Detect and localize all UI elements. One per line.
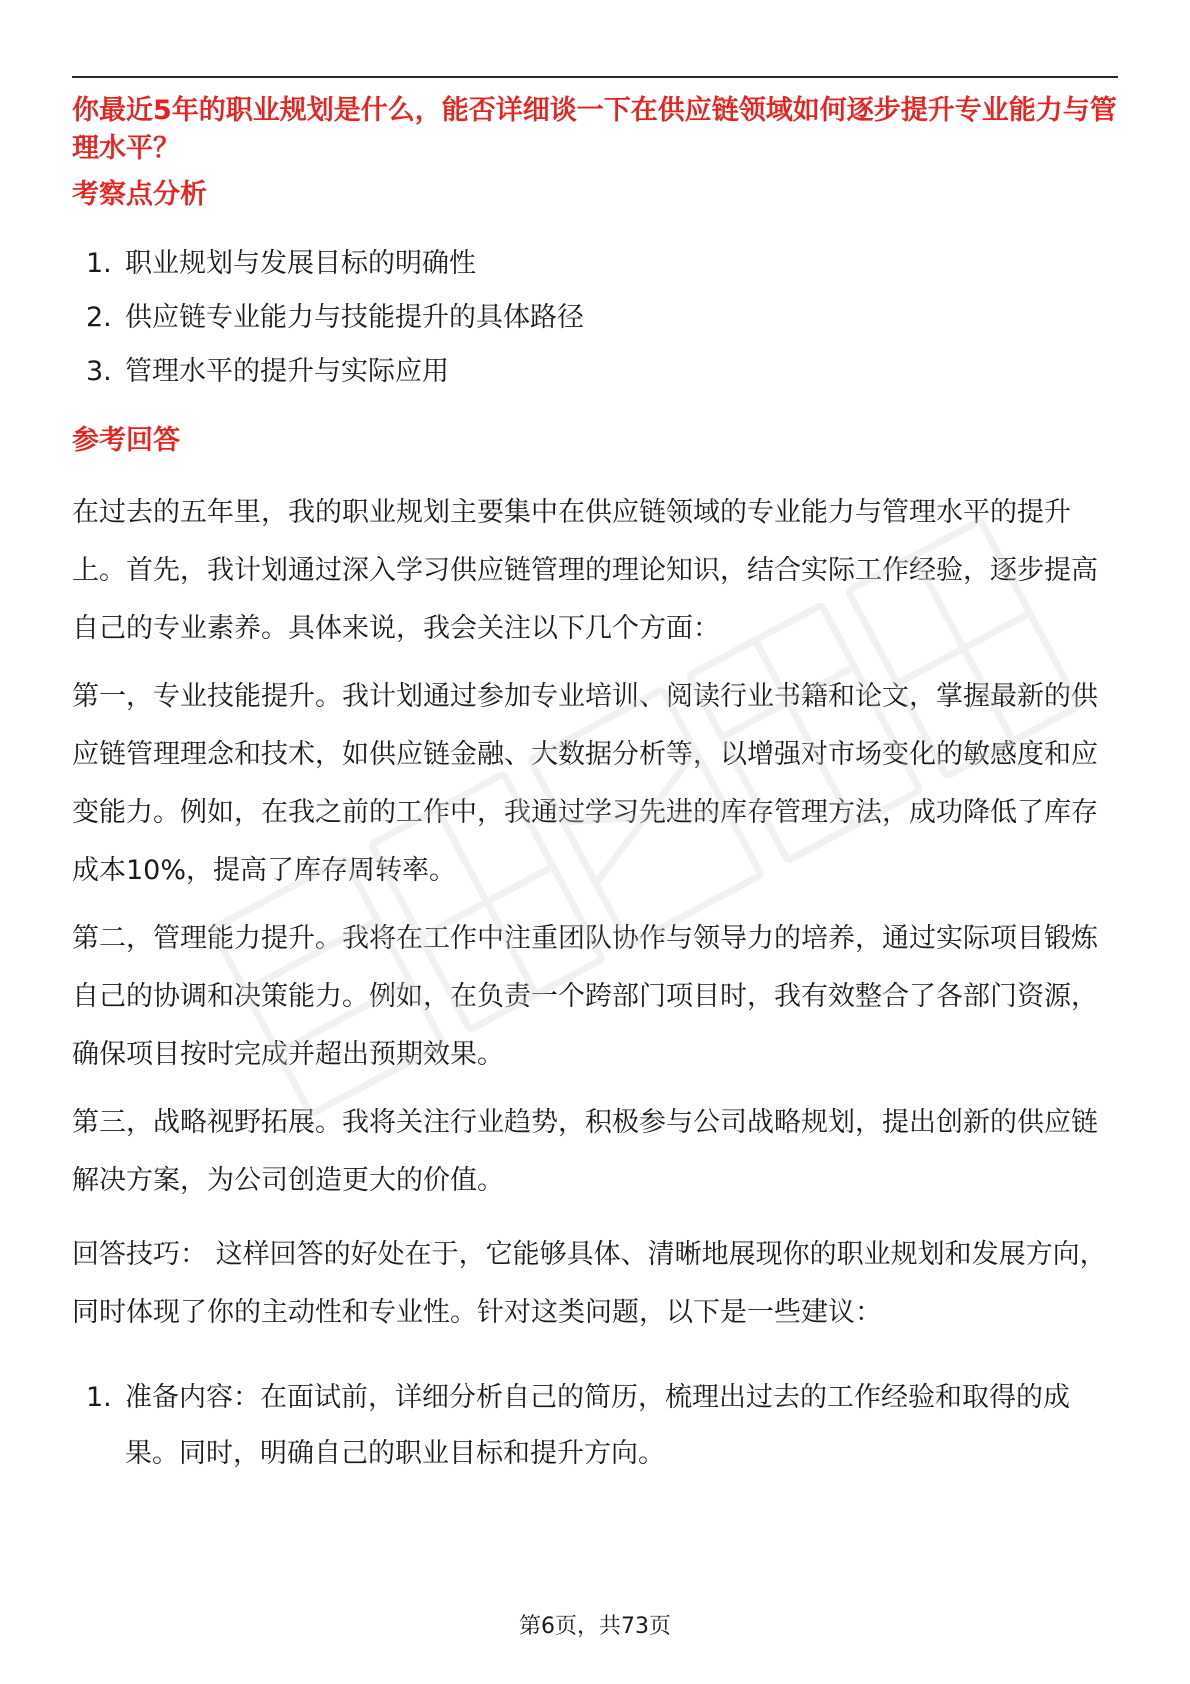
list-item-text: 管理水平的提升与实际应用	[125, 356, 449, 387]
question-title: 你最近5年的职业规划是什么，能否详细谈一下在供应链领域如何逐步提升专业能力与管理水平？	[72, 95, 1117, 164]
list-marker: 1.	[86, 248, 112, 279]
tips-list	[72, 1370, 1118, 1482]
analysis-list	[72, 244, 1118, 392]
list-marker: 3.	[86, 356, 112, 387]
answer-paragraph-second: 第二，管理能力提升。我将在工作中注重团队协作与领导力的培养，通过实际项目锻炼自己的协调和决策能力。例如，在负责一个跨部门项目时，我有效整合了各部门资源，确保项目按时完成并超出预期效果。	[72, 923, 1098, 1070]
analysis-heading: 考察点分析	[72, 179, 207, 210]
list-marker: 1.	[86, 1382, 112, 1413]
answer-paragraph-third: 第三，战略视野拓展。我将关注行业趋势，积极参与公司战略规划，提出创新的供应链解决方案，为公司创造更大的价值。	[72, 1107, 1098, 1196]
answer-paragraph-first: 第一，专业技能提升。我计划通过参加专业培训、阅读行业书籍和论文，掌握最新的供应链管理理念和技术，如供应链金融、大数据分析等，以增强对市场变化的敏感度和应变能力。例如，在我之前的工作中，我通过学习先进的库存管理方法，成功降低了库存成本10%，提高了库存周转率。	[72, 681, 1098, 886]
top-divider	[72, 76, 1118, 78]
list-item-text: 职业规划与发展目标的明确性	[125, 248, 476, 279]
document-page	[72, 0, 1118, 1684]
list-marker: 2.	[86, 302, 112, 333]
list-item-text: 准备内容：在面试前，详细分析自己的简历，梳理出过去的工作经验和取得的成果。同时，明确自己的职业目标和提升方向。	[125, 1382, 1070, 1469]
list-item-text: 供应链专业能力与技能提升的具体路径	[125, 302, 584, 333]
answer-paragraph-intro: 在过去的五年里，我的职业规划主要集中在供应链领域的专业能力与管理水平的提升上。首先，我计划通过深入学习供应链管理的理论知识，结合实际工作经验，逐步提高自己的专业素养。具体来说，我会关注以下几个方面：	[72, 497, 1098, 644]
list-item	[72, 1370, 1118, 1482]
list-item	[72, 298, 1118, 338]
page-number: 第6页，共73页	[519, 1614, 671, 1639]
list-item	[72, 352, 1118, 392]
list-item	[72, 244, 1118, 284]
reference-heading: 参考回答	[72, 425, 180, 456]
answer-tips-paragraph: 回答技巧： 这样回答的好处在于，它能够具体、清晰地展现你的职业规划和发展方向，同时体现了你的主动性和专业性。针对这类问题，以下是一些建议：	[72, 1239, 1107, 1328]
